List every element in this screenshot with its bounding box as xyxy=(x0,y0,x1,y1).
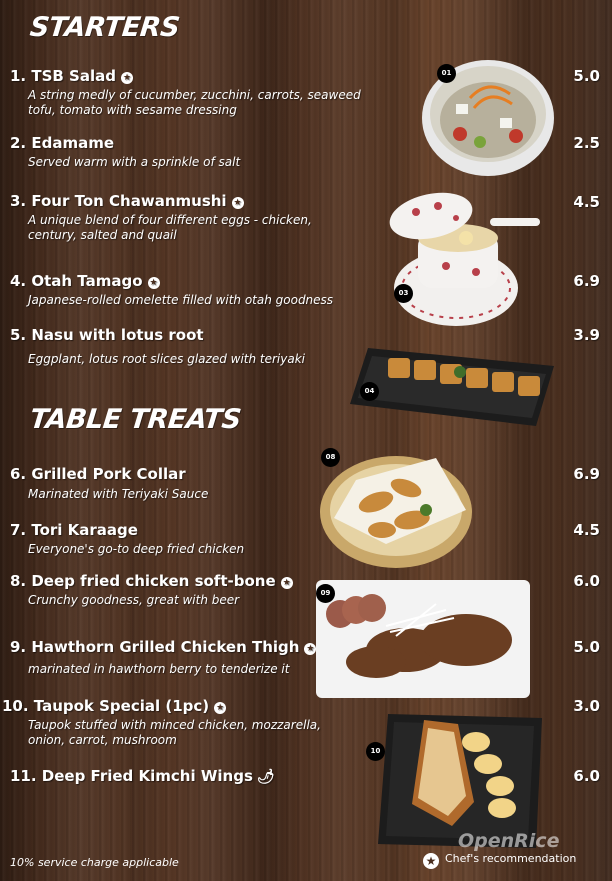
taupok-plate-photo xyxy=(376,708,546,850)
menu-item-kimchi-wings xyxy=(10,767,275,785)
item-name: 5. Nasu with lotus root xyxy=(10,326,204,344)
item-name: 10. Taupok Special (1pc) xyxy=(2,697,210,715)
item-name: 2. Edamame xyxy=(10,134,115,152)
item-name: 3. Four Ton Chawanmushi xyxy=(10,192,227,210)
item-desc-line: Eggplant, lotus root slices glazed with teriyaki xyxy=(28,352,306,366)
item-name: 4. Otah Tamago xyxy=(10,272,143,290)
photo-badge: 08 xyxy=(321,448,340,467)
menu-item-hawthorn-chicken xyxy=(10,638,316,677)
chef-star-icon: ★ xyxy=(282,578,291,588)
item-price: 6.9 xyxy=(573,272,600,290)
item-name: 6. Grilled Pork Collar xyxy=(10,465,186,483)
photo-badge: 04 xyxy=(360,382,379,401)
menu-item-chawanmushi xyxy=(10,192,312,243)
menu-item-chicken-soft-bone xyxy=(10,572,293,608)
karaage-basket-photo xyxy=(316,440,476,570)
menu-item-taupok xyxy=(2,697,321,748)
chef-star-icon: ★ xyxy=(423,853,439,869)
menu-item-nasu xyxy=(10,326,305,367)
item-price: 5.0 xyxy=(573,638,600,656)
chef-star-icon: ★ xyxy=(216,703,225,713)
starters-title: STARTERS xyxy=(28,12,181,43)
chef-recommendation-legend xyxy=(423,852,576,869)
chicken-thigh-plate-photo xyxy=(316,580,530,698)
item-desc-line: Everyone's go-to deep fried chicken xyxy=(28,542,245,556)
chef-star-icon: ★ xyxy=(122,73,132,83)
chawanmushi-photo xyxy=(386,188,542,333)
item-price: 4.5 xyxy=(573,193,600,211)
item-price: 3.0 xyxy=(573,697,600,715)
item-desc-line: Taupok stuffed with minced chicken, mozzarella, xyxy=(28,718,321,732)
menu-item-otah-tamago xyxy=(10,272,333,308)
item-price: 6.0 xyxy=(573,767,600,785)
item-price: 3.9 xyxy=(573,326,600,344)
table-treats-title: TABLE TREATS xyxy=(28,404,243,435)
legend-label: Chef's recommendation xyxy=(445,852,577,865)
chef-star-icon: ★ xyxy=(306,644,315,654)
chef-star-icon: ★ xyxy=(149,278,158,288)
item-desc-line: century, salted and quail xyxy=(28,228,177,242)
item-desc-line: tofu, tomato with sesame dressing xyxy=(28,103,237,117)
photo-badge: 09 xyxy=(316,584,335,603)
item-price: 5.0 xyxy=(573,67,600,85)
nasu-plate-photo xyxy=(348,334,558,428)
photo-badge: 01 xyxy=(437,64,456,83)
item-name: 7. Tori Karaage xyxy=(10,521,138,539)
item-price: 2.5 xyxy=(573,134,600,152)
item-desc-line: Japanese-rolled omelette filled with otah goodness xyxy=(28,293,334,307)
chili-icon: 🌶︎ xyxy=(256,769,275,785)
service-charge-note: 10% service charge applicable xyxy=(10,856,179,869)
menu-item-edamame xyxy=(10,134,240,170)
item-desc-line: Served warm with a sprinkle of salt xyxy=(28,155,241,169)
item-name: 8. Deep fried chicken soft-bone xyxy=(10,572,276,590)
chef-star-icon: ★ xyxy=(233,198,242,208)
item-desc-line: Crunchy goodness, great with beer xyxy=(28,593,240,607)
item-desc-line: onion, carrot, mushroom xyxy=(28,733,177,747)
photo-badge: 03 xyxy=(394,284,413,303)
item-price: 6.0 xyxy=(573,572,600,590)
item-name: 9. Hawthorn Grilled Chicken Thigh xyxy=(10,638,300,656)
item-name: 11. Deep Fried Kimchi Wings xyxy=(10,767,253,785)
menu-item-tsb-salad xyxy=(10,67,361,118)
item-desc-line: A unique blend of four different eggs - chicken, xyxy=(28,213,312,227)
menu-item-pork-collar xyxy=(10,465,208,502)
item-price: 6.9 xyxy=(573,465,600,483)
menu-item-tori-karaage xyxy=(10,521,244,557)
photo-badge: 10 xyxy=(366,742,385,761)
item-name: 1. TSB Salad xyxy=(10,67,116,85)
item-price: 4.5 xyxy=(573,521,600,539)
item-desc-line: marinated in hawthorn berry to tenderize it xyxy=(28,662,290,676)
openrice-watermark: OpenRice xyxy=(458,830,560,852)
item-desc-line: Marinated with Teriyaki Sauce xyxy=(28,487,209,501)
item-desc-line: A string medly of cucumber, zucchini, carrots, seaweed xyxy=(28,88,361,102)
